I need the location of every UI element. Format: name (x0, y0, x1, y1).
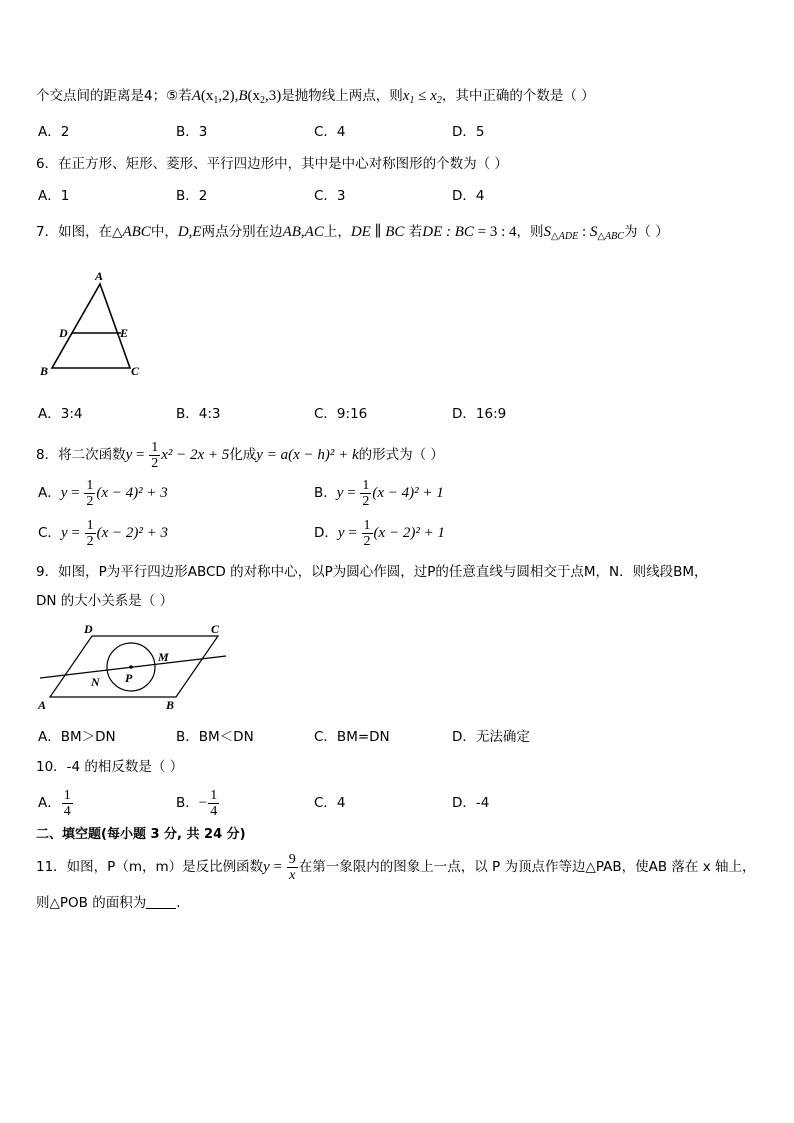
label-a: A (95, 269, 104, 283)
q7-option-a: A．3:4 (38, 406, 83, 422)
q7-option-c: C．9:16 (314, 406, 368, 422)
q8-option-a: A．y = $\frac{1}{2}$ (x − 4)² + 3 (38, 477, 168, 509)
q6-option-b: B．2 (176, 188, 208, 204)
label-c: C (131, 364, 140, 378)
q5-text-b: 是抛物线上两点，则 (281, 88, 403, 104)
point-p (129, 665, 133, 669)
section-fill-in-blank-title: 二、填空题(每小题 3 分, 共 24 分) (36, 827, 246, 842)
q5-point-b: ,B (234, 88, 248, 104)
q11-question-line2: 则△POB 的面积为 . (36, 895, 181, 911)
answer-blank[interactable] (146, 894, 176, 909)
q11-question-line1: 11．如图，P（m，m）是反比例函数y = $\frac{9}{x}$ 在第一象限内的图象上一点，以 P 为顶点作等边△PAB，使AB 落在 x 轴上， (36, 851, 756, 883)
q8-option-d: D．y = $\frac{1}{2}$ (x − 2)² + 1 (314, 517, 445, 549)
label-n: N (91, 675, 100, 689)
q10-question: 10．-4 的相反数是（ ） (36, 759, 184, 775)
q5-option-b: B．3 (176, 124, 208, 140)
q10-option-a: A． $\frac{1}{4}$ (38, 787, 71, 819)
q8-option-b: B．y = $\frac{1}{2}$ (x − 4)² + 1 (314, 477, 444, 509)
q9-option-b: B．BM＜DN (176, 729, 254, 745)
label-e: E (120, 326, 129, 340)
label-d: D (84, 622, 93, 636)
q5-point-b-args: $(x_2,3)$ (247, 88, 282, 106)
q5-text-c: ，其中正确的个数是（ ） (441, 88, 595, 104)
q5-option-d: D．5 (452, 124, 485, 140)
fraction-nine-over-x: $\frac{9}{x}$ (288, 851, 296, 883)
q6-option-d: D．4 (452, 188, 485, 204)
label-c: C (211, 622, 220, 636)
q5-continuation-line (36, 86, 595, 111)
q7-option-b: B．4:3 (176, 406, 221, 422)
q5-compare: $x_1 \le x_2$ (402, 88, 442, 106)
q6-question: 6．在正方形、矩形、菱形、平行四边形中，其中是中心对称图形的个数为（ ） (36, 156, 508, 172)
q5-text-a: 个交点间的距离是4；⑤若 (36, 88, 192, 104)
q8-question: 8．将二次函数y = $\frac{1}{2}$ x² − 2x + 5化成y = a(x − h)² + k的形式为（ ） (36, 439, 444, 471)
q9-option-c: C．BM=DN (314, 729, 390, 745)
label-a: A (38, 698, 47, 712)
q6-option-a: A．1 (38, 188, 70, 204)
q9-option-a: A．BM＞DN (38, 729, 116, 745)
q9-question-line1: 9．如图，P为平行四边形ABCD 的对称中心，以P为圆心作圆，过P的任意直线与圆相交于点M，N．则线段BM， (36, 564, 708, 580)
q9-parallelogram-figure (30, 620, 235, 714)
q6-option-c: C．3 (314, 188, 346, 204)
label-d: D (59, 326, 68, 340)
q5-point-a: A (191, 88, 201, 104)
q5-option-a: A．2 (38, 124, 70, 140)
q7-triangle-figure (30, 268, 150, 380)
q10-option-c: C．4 (314, 795, 346, 811)
q5-option-c: C．4 (314, 124, 346, 140)
fraction-one-half: $\frac{1}{2}$ (151, 439, 159, 471)
label-b: B (166, 698, 175, 712)
q7-question: 7．如图，在△ABC中，D,E两点分别在边AB,AC上，DE ∥ BC 若DE : BC = 3 : 4，则$S_{\triangle ADE}$ : $S_{\triangle ABC}$为（ ） (36, 224, 669, 242)
line-through-p (40, 656, 226, 678)
q9-option-d: D．无法确定 (452, 729, 530, 745)
label-p: P (125, 671, 133, 685)
label-m: M (158, 650, 169, 664)
q7-option-d: D．16:9 (452, 406, 507, 422)
label-b: B (40, 364, 49, 378)
q10-option-d: D．-4 (452, 795, 490, 811)
q10-option-b: B．− $\frac{1}{4}$ (176, 787, 218, 819)
q8-option-c: C．y = $\frac{1}{2}$ (x − 2)² + 3 (38, 517, 168, 549)
q5-point-a-args: $(x_1,2)$ (200, 88, 235, 106)
q9-question-line2: DN 的大小关系是（ ） (36, 593, 174, 609)
